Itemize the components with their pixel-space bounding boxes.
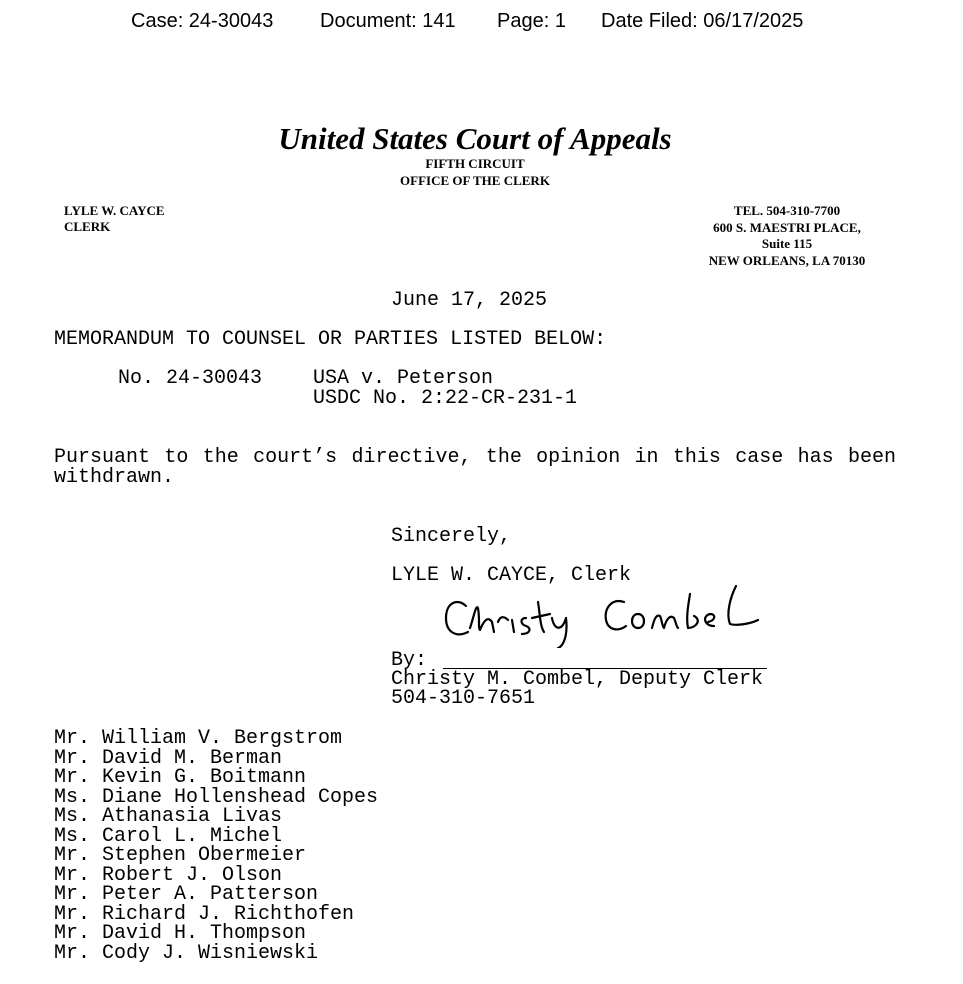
recipient: Mr. David H. Thompson (54, 922, 307, 945)
clerk-signature-line: LYLE W. CAYCE, Clerk (391, 564, 632, 587)
deputy-clerk-phone: 504-310-7651 (391, 687, 536, 710)
recipient: Ms. Athanasia Livas (54, 805, 283, 828)
recipient: Mr. David M. Berman (54, 746, 283, 770)
case-caption: USA v. Peterson (313, 367, 494, 390)
case-number-stamp: Case: 24-30043 (131, 10, 274, 32)
recipient: Mr. Cody J. Wisniewski (54, 941, 319, 965)
clerk-title: CLERK (64, 219, 111, 234)
court-name: United States Court of Appeals (278, 121, 672, 156)
salutation: Sincerely, (391, 525, 512, 548)
handwritten-signature (440, 578, 770, 648)
court-address-block (680, 203, 894, 269)
recipient: Mr. Robert J. Olson (54, 863, 283, 887)
recipient: Ms. Diane Hollenshead Copes (54, 785, 379, 809)
district-case-number: USDC No. 2:22-CR-231-1 (313, 387, 578, 410)
memo-body: Pursuant to the court’s directive, the opinion in this case has been withdrawn. (54, 446, 896, 489)
office-name: OFFICE OF THE CLERK (400, 173, 550, 188)
memo-date: June 17, 2025 (391, 289, 548, 312)
by-label: By: (391, 649, 428, 672)
recipient-list (54, 729, 378, 963)
deputy-clerk-line: Christy M. Combel, Deputy Clerk (391, 668, 764, 691)
page-number-stamp: Page: 1 (497, 10, 566, 32)
recipient: Mr. Kevin G. Boitmann (54, 766, 307, 789)
recipient: Mr. Peter A. Patterson (54, 883, 319, 906)
memo-heading: MEMORANDUM TO COUNSEL OR PARTIES LISTED BELOW: (54, 328, 607, 351)
court-street: 600 S. MAESTRI PLACE, (713, 219, 861, 235)
clerk-name: LYLE W. CAYCE (64, 203, 165, 218)
date-filed-stamp: Date Filed: 06/17/2025 (601, 10, 804, 32)
clerk-block (64, 203, 165, 235)
circuit-name: FIFTH CIRCUIT (425, 156, 525, 171)
case-number: No. 24-30043 (118, 367, 263, 390)
recipient: Mr. Richard J. Richthofen (54, 902, 355, 926)
court-city: NEW ORLEANS, LA 70130 (708, 252, 866, 268)
recipient: Ms. Carol L. Michel (54, 824, 283, 848)
recipient: Mr. Stephen Obermeier (54, 844, 307, 867)
document-number-stamp: Document: 141 (320, 10, 456, 32)
court-suite: Suite 115 (761, 236, 813, 251)
court-telephone: TEL. 504-310-7700 (733, 203, 841, 218)
recipient: Mr. William V. Bergstrom (54, 727, 343, 750)
